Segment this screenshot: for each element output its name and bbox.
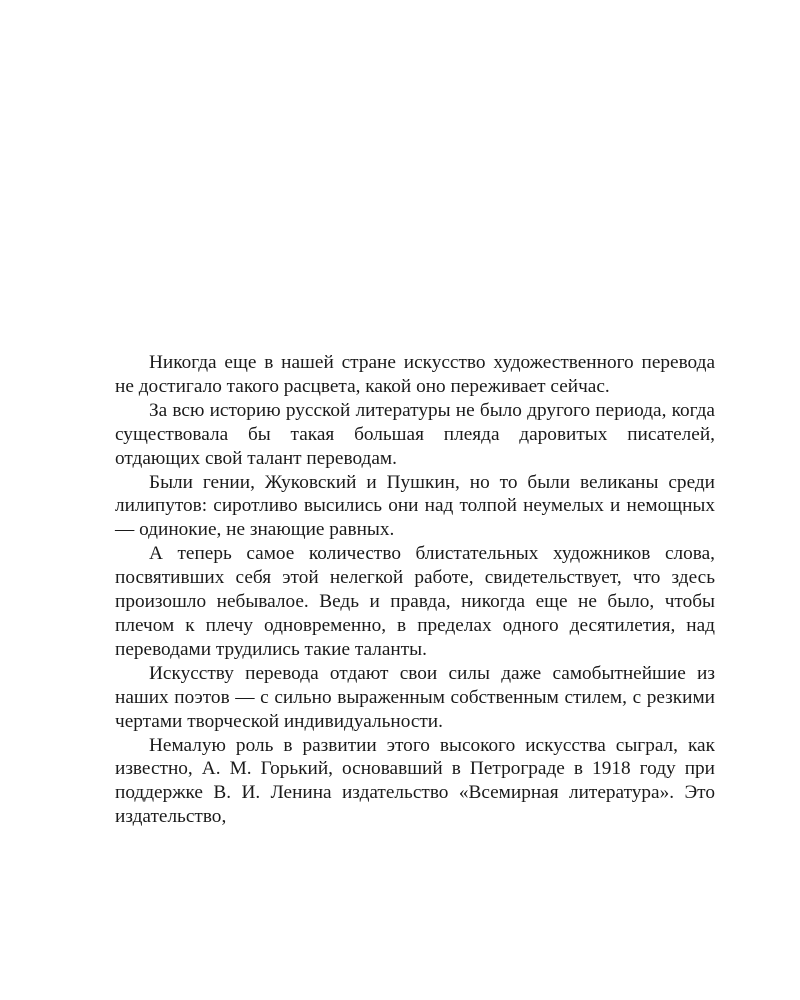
body-text (115, 351, 715, 829)
paragraph-6: Немалую роль в развитии этого высокого искусства сыграл, как известно, А. М. Горький, основавший в Петрограде в 1918 году при поддержке В. И. Ленина издательство «Всемирная литература». Это издательство, (115, 734, 715, 828)
paragraph-3: Были гении, Жуковский и Пушкин, но то были великаны среди лилипутов: сиротливо высились они над толпой неумелых и немощных — одинокие, не знающие равных. (115, 471, 715, 541)
paragraph-1: Никогда еще в нашей стране искусство художественного перевода не достигало такого расцвета, какой оно переживает сейчас. (115, 352, 715, 397)
paragraph-4: А теперь самое количество блистательных художников слова, посвятивших себя этой нелегкой работе, свидетельствует, что здесь произошло небывалое. Ведь и правда, никогда еще не было, чтобы плечом к плечу одновременно, в пределах одного десятилетия, над переводами трудились такие таланты. (115, 543, 715, 660)
paragraph-2: За всю историю русской литературы не было другого периода, когда существовала бы такая большая плеяда даровитых писателей, отдающих свой талант переводам. (115, 399, 715, 469)
paragraph-5: Искусству перевода отдают свои силы даже самобытнейшие из наших поэтов — с сильно выраженным собственным стилем, с резкими чертами творческой индивидуальности. (115, 662, 715, 732)
